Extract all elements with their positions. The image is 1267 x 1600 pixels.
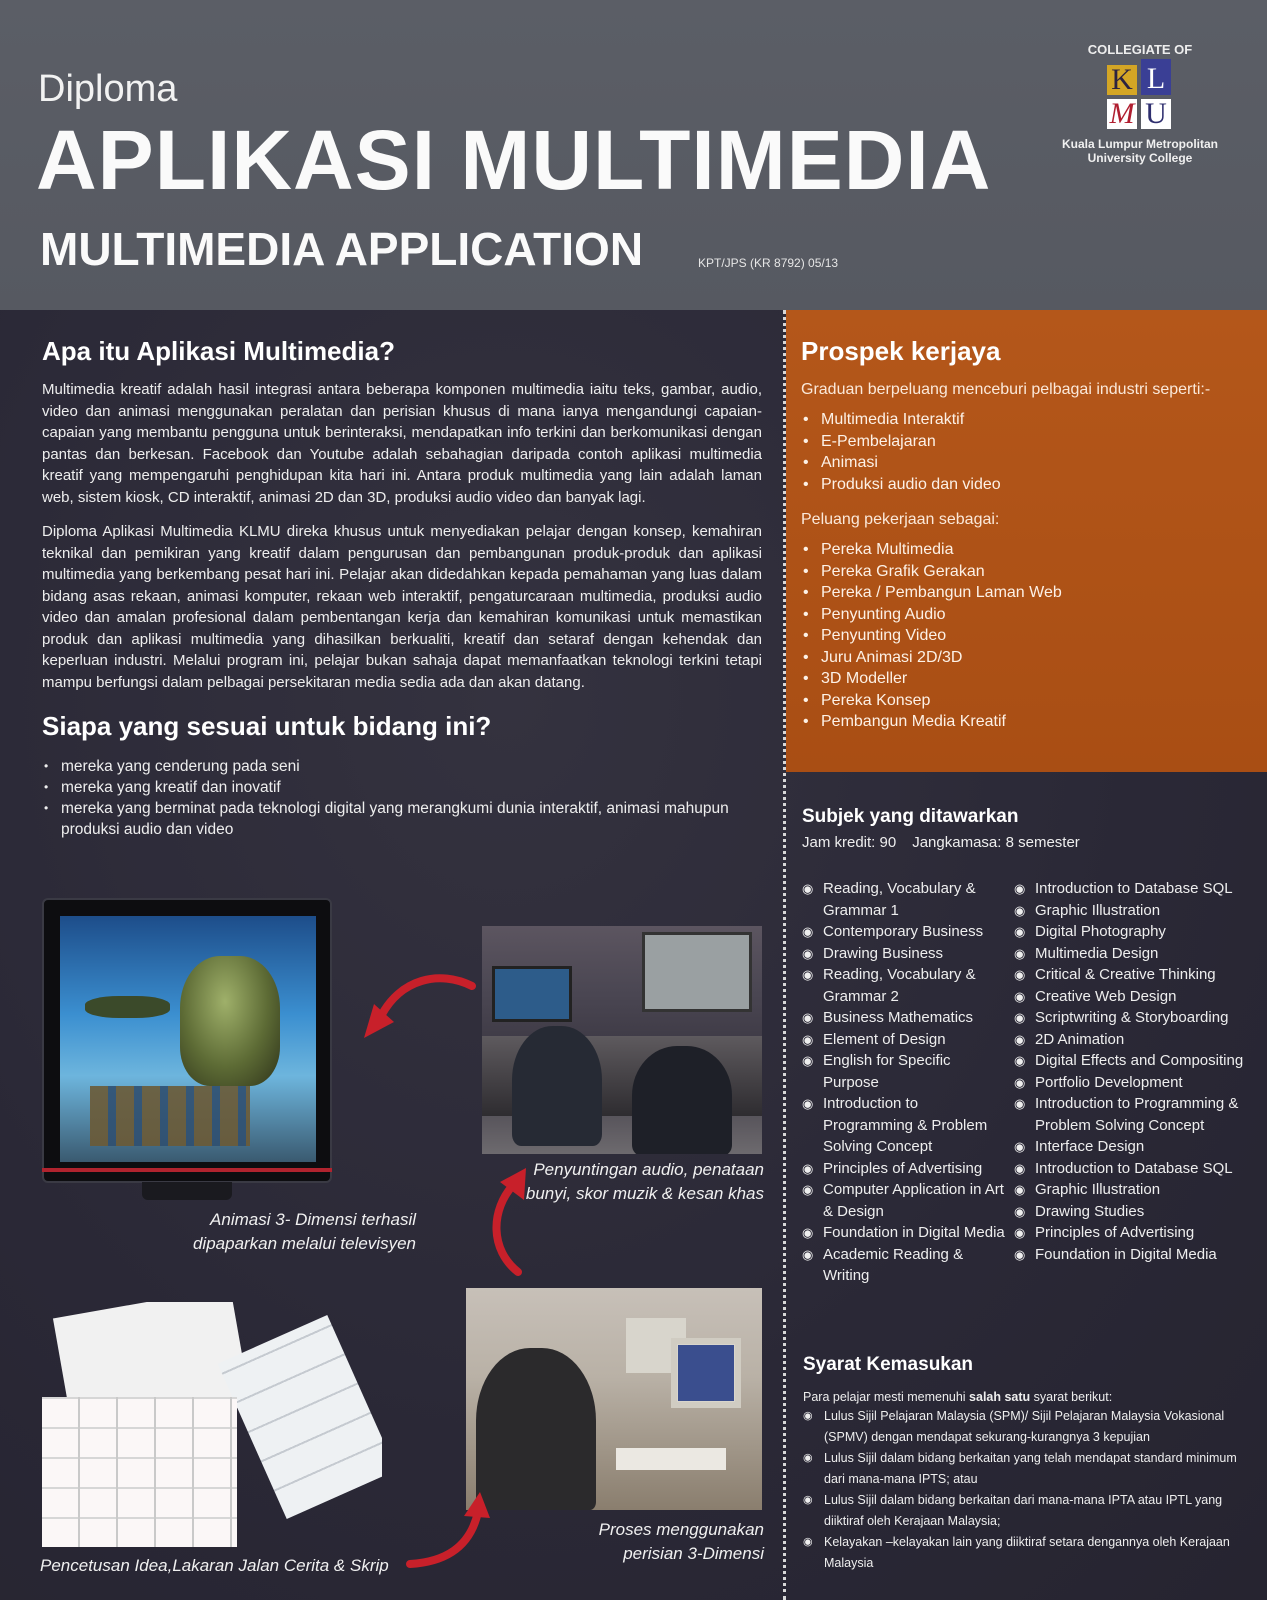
list-item: ◉ Interface Design [1014, 1136, 1267, 1158]
list-item: ◉ Introduction to Database SQL [1014, 878, 1267, 900]
logo-mark [1107, 62, 1173, 130]
requirements-title: Syarat Kemasukan [803, 1354, 974, 1375]
list-item: ◉ Drawing Studies [1014, 1201, 1267, 1223]
robot-figure [180, 956, 280, 1086]
list-item: ◉ Principles of Advertising [1014, 1222, 1267, 1244]
list-item: • 3D Modeller [801, 668, 1251, 690]
list-item: ◉ 2D Animation [1014, 1029, 1267, 1051]
tv-accent-line [42, 1168, 332, 1172]
requirements-intro-bold: salah satu [969, 1390, 1031, 1404]
curved-arrow-icon [404, 1488, 494, 1572]
list-item: ◉ Drawing Business [802, 943, 1007, 965]
entry-requirements-section [803, 1354, 1243, 1574]
tv-frame [42, 898, 332, 1183]
monitor-screen [678, 1345, 734, 1401]
caption-storyboard: Pencetusan Idea,Lakaran Jalan Cerita & Skrip [40, 1556, 389, 1575]
caption-studio: Penyuntingan audio, penataan bunyi, skor muzik & kesan khas [525, 1160, 764, 1203]
list-item: ◉ Creative Web Design [1014, 986, 1267, 1008]
3d-software-photo [466, 1288, 762, 1510]
logo-collegiate-label: COLLEGIATE OF [1087, 42, 1193, 57]
list-item: ◉ Lulus Sijil dalam bidang berkaitan dari mana-mana IPTA atau IPTL yang diiktiraf oleh Kerajaan Malaysia; [803, 1490, 1243, 1532]
curved-arrow-icon [360, 968, 480, 1048]
list-item: ◉ Introduction to Database SQL [1014, 1158, 1267, 1180]
logo-letter-u: U [1141, 99, 1171, 129]
list-item: ◉ Introduction to Programming & Problem Solving Concept [1014, 1093, 1267, 1136]
duration: Jangkamasa: 8 semester [912, 834, 1080, 851]
about-title: Apa itu Aplikasi Multimedia? [42, 336, 395, 366]
caption-tv: Animasi 3- Dimensi terhasil dipaparkan melalui televisyen [192, 1210, 416, 1253]
audio-studio-photo [482, 926, 762, 1154]
prospect-title: Prospek kerjaya [801, 336, 1001, 366]
list-item: • Multimedia Interaktif [801, 409, 1251, 431]
list-item: ◉ Digital Photography [1014, 921, 1267, 943]
studio-person-2 [632, 1046, 732, 1154]
caption-3d-software: Proses menggunakan perisian 3-Dimensi [598, 1520, 764, 1563]
about-paragraph-1: Multimedia kreatif adalah hasil integrasi antara beberapa komponen multimedia iaitu teks, gambar, audio, video dan animasi menggunakan peralatan dan perisian khusus di mana ianya mengandungi capaian-capaian yang membantu pengguna untuk berinteraksi, mendapatkan info terkini dan berkomunikasi dengan pantas dan berkesan. Facebook dan Youtube adalah sebahagian daripada contoh aplikasi multimedia kreatif yang mempengaruhi penghidupan kita hari ini. Antara produk multimedia yang lain adalah laman web, sistem kiosk, CD interaktif, animasi 2D dan 3D, produksi audio video dan banyak lagi. [42, 381, 762, 506]
career-prospect-section [801, 336, 1251, 733]
list-item: • Animasi [801, 452, 1251, 474]
list-item: ◉ Reading, Vocabulary & Grammar 1 [802, 878, 1007, 921]
list-item: ◉ Computer Application in Art & Design [802, 1179, 1007, 1222]
seated-person [476, 1348, 596, 1510]
studio-person-1 [512, 1026, 602, 1146]
studio-window [642, 932, 752, 1012]
subjects-column-2 [1014, 878, 1267, 1265]
list-item: ◉ Digital Effects and Compositing [1014, 1050, 1267, 1072]
requirements-list [803, 1406, 1243, 1574]
list-item: • Pereka Multimedia [801, 539, 1251, 561]
list-item: ◉ Foundation in Digital Media [802, 1222, 1007, 1244]
list-item: • Penyunting Video [801, 625, 1251, 647]
subjects-title: Subjek yang ditawarkan [802, 806, 1019, 827]
subjects-section [802, 806, 1262, 1284]
list-item: ◉ Reading, Vocabulary & Grammar 2 [802, 964, 1007, 1007]
list-item: ◉ Portfolio Development [1014, 1072, 1267, 1094]
logo-letter-m: M [1107, 99, 1137, 129]
credit-hours: Jam kredit: 90 [802, 834, 897, 851]
list-item: ◉ Lulus Sijil Pelajaran Malaysia (SPM)/ Sijil Pelajaran Malaysia Vokasional (SPMV) dengan mendapat sekurang-kurangnya 3 kepujian [803, 1406, 1243, 1448]
tv-animation-image [42, 898, 332, 1204]
list-item: ◉ Critical & Creative Thinking [1014, 964, 1267, 986]
job-list [801, 539, 1251, 733]
storyboard-grid-sheet [42, 1397, 237, 1547]
logo-letter-k: K [1107, 65, 1137, 95]
list-item: • Pembangun Media Kreatif [801, 711, 1251, 733]
list-item: ◉ Multimedia Design [1014, 943, 1267, 965]
logo-letter-l: L [1141, 59, 1171, 95]
requirements-intro-start: Para pelajar mesti memenuhi [803, 1390, 970, 1404]
tv-stand [142, 1182, 232, 1200]
list-item: ◉ Contemporary Business [802, 921, 1007, 943]
list-item: • Pereka Konsep [801, 690, 1251, 712]
accreditation-code: KPT/JPS (KR 8792) 05/13 [698, 256, 839, 270]
list-item: ◉ Academic Reading & Writing [802, 1244, 1007, 1287]
klmu-logo [1040, 38, 1240, 208]
list-item: • mereka yang cenderung pada seni [42, 756, 762, 777]
subjects-column-1 [802, 878, 1007, 1287]
suitable-list [42, 756, 762, 840]
list-item: ◉ Graphic Illustration [1014, 1179, 1267, 1201]
keyboard [616, 1448, 726, 1470]
page-title: APLIKASI MULTIMEDIA [36, 113, 992, 207]
logo-name [1040, 137, 1240, 165]
list-item: • Pereka Grafik Gerakan [801, 561, 1251, 583]
list-item: • mereka yang kreatif dan inovatif [42, 777, 762, 798]
left-column [42, 336, 762, 840]
studio-monitor [492, 966, 572, 1022]
diploma-label: Diploma [38, 68, 178, 110]
industry-list [801, 409, 1251, 495]
list-item: • E-Pembelajaran [801, 431, 1251, 453]
header-banner [0, 0, 1267, 310]
list-item: • Juru Animasi 2D/3D [801, 647, 1251, 669]
storyboard-sketches-image [42, 1302, 382, 1548]
helicopter-figure [85, 996, 170, 1018]
list-item: ◉ Principles of Advertising [802, 1158, 1007, 1180]
suitable-title: Siapa yang sesuai untuk bidang ini? [42, 711, 492, 741]
list-item: ◉ Business Mathematics [802, 1007, 1007, 1029]
logo-name-line1: Kuala Lumpur Metropolitan [1062, 137, 1218, 151]
list-item: ◉ Lulus Sijil dalam bidang berkaitan yang telah mendapat standard minimum dari mana-mana IPTS; atau [803, 1448, 1243, 1490]
requirements-intro [803, 1390, 1243, 1404]
list-item: ◉ Graphic Illustration [1014, 900, 1267, 922]
list-item: ◉ English for Specific Purpose [802, 1050, 1007, 1093]
list-item: ◉ Kelayakan –kelayakan lain yang diiktiraf setara dengannya oleh Kerajaan Malaysia [803, 1532, 1243, 1574]
storyboard-sheet [218, 1315, 382, 1519]
list-item: ◉ Foundation in Digital Media [1014, 1244, 1267, 1266]
list-item: • Pereka / Pembangun Laman Web [801, 582, 1251, 604]
requirements-intro-end: syarat berikut: [1030, 1390, 1113, 1404]
list-item: ◉ Element of Design [802, 1029, 1007, 1051]
tv-screen [60, 916, 316, 1162]
subjects-meta [802, 834, 1262, 851]
about-paragraph-2: Diploma Aplikasi Multimedia KLMU direka khusus untuk menyediakan pelajar dengan konsep, kemahiran teknikal dan pemikiran yang kreatif dalam pengurusan dan pembangunan produk-produk dan aplikasi multimedia yang berkembang pesat hari ini. Pelajar akan didedahkan kepada pemahaman yang luas dalam bidang asas rekaan, animasi komputer, rekaan web interaktif, pengaturcaraan multimedia, produksi audio video dan amalan profesional dalam pembentangan kerja dan kemahiran komunikasi untuk memastikan produk dan aplikasi multimedia yang dihasilkan berkualiti, kreatif dan setaraf dengan kehendak dan keperluan industri. Melalui program ini, pelajar bukan sahaja dapat memanfaatkan teknologi terkini tetapi mampu berfungsi dalam pelbagai persekitaran media sedia ada dan akan datang. [42, 523, 762, 691]
page-subtitle: MULTIMEDIA APPLICATION [40, 223, 644, 275]
logo-name-line2: University College [1087, 151, 1193, 165]
prospect-intro: Graduan berpeluang menceburi pelbagai industri seperti:- [801, 381, 1211, 398]
list-item: ◉ Introduction to Programming & Problem Solving Concept [802, 1093, 1007, 1158]
list-item: • Penyunting Audio [801, 604, 1251, 626]
list-item: • Produksi audio dan video [801, 474, 1251, 496]
list-item: • mereka yang berminat pada teknologi digital yang merangkumi dunia interaktif, animasi mahupun produksi audio dan video [42, 798, 762, 840]
job-intro: Peluang pekerjaan sebagai: [801, 511, 1000, 528]
list-item: ◉ Scriptwriting & Storyboarding [1014, 1007, 1267, 1029]
soldiers-figure [90, 1086, 250, 1146]
